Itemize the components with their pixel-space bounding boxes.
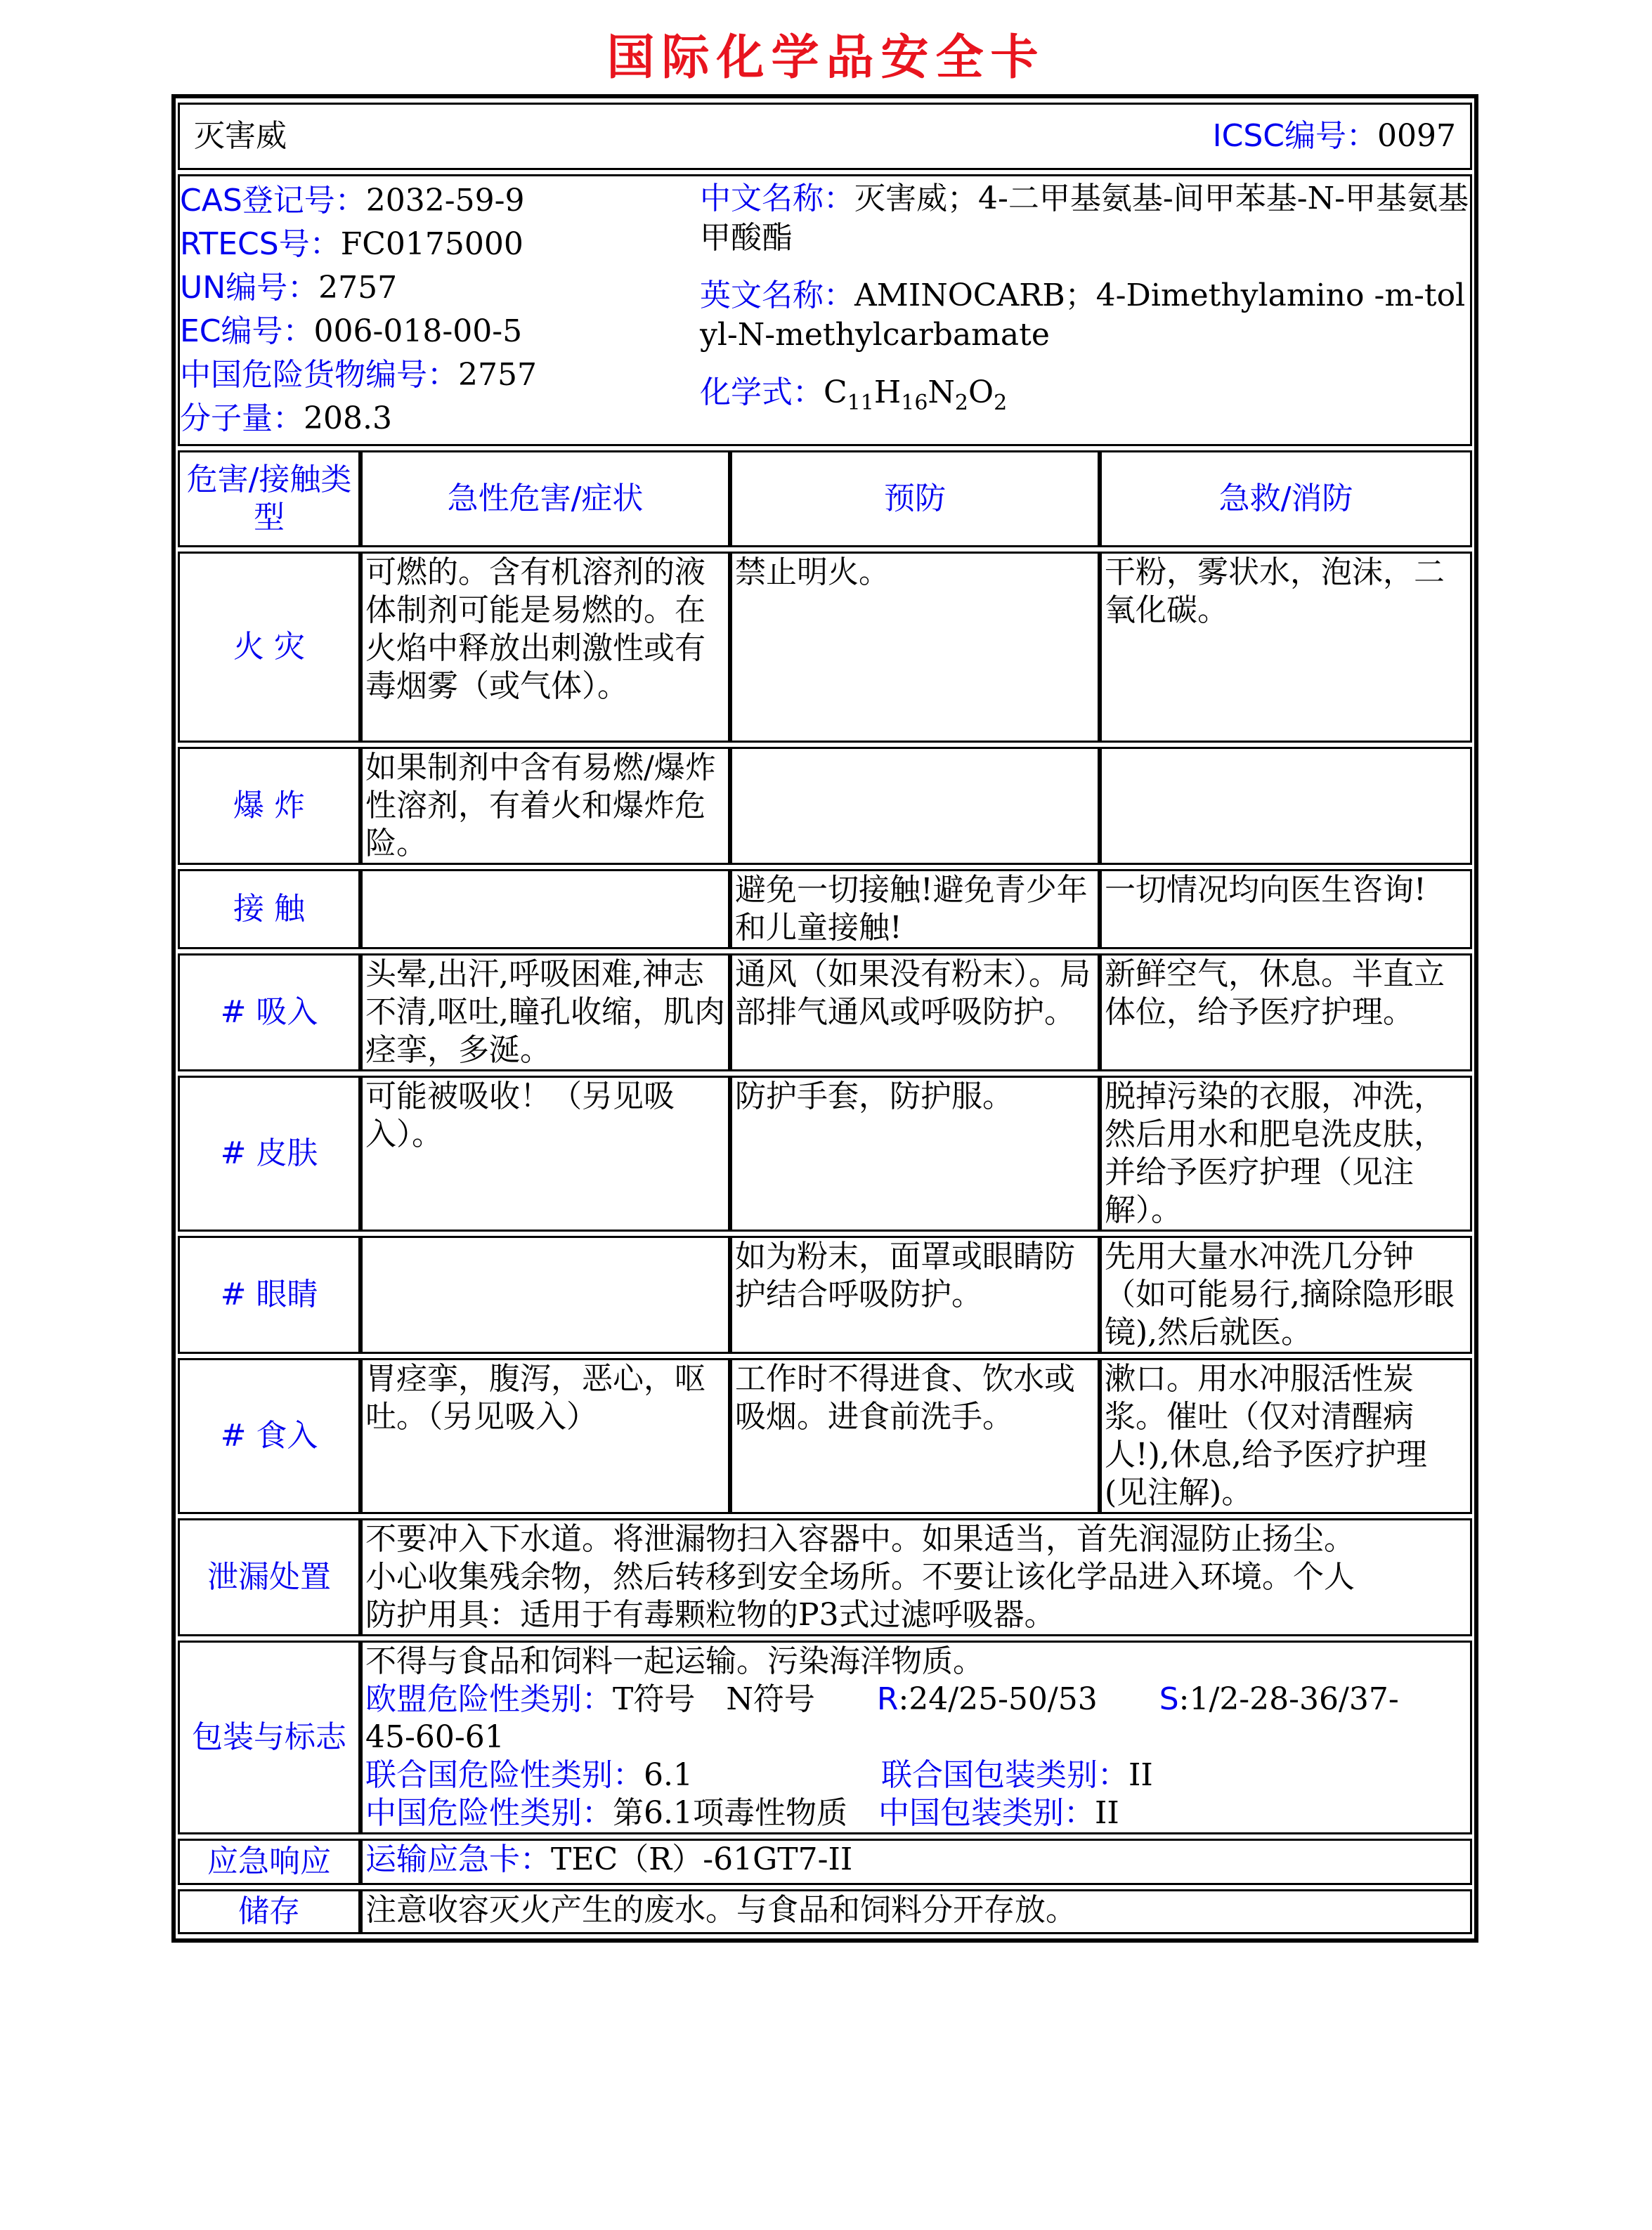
header-prevention: 预防 xyxy=(730,450,1100,547)
packaging-transport: 不得与食品和饲料一起运输。污染海洋物质。 xyxy=(365,1643,984,1679)
emergency-row xyxy=(178,1839,1472,1885)
mw-field xyxy=(180,397,700,441)
chemical-name: 灭害威 xyxy=(194,118,287,154)
rtecs-value: FC0175000 xyxy=(340,226,523,262)
mw-value: 208.3 xyxy=(304,400,392,436)
hazard-header-row xyxy=(178,450,1472,547)
cn-number-label: 中国危险货物编号： xyxy=(180,357,458,393)
table-row xyxy=(178,1358,1472,1514)
eu-classification: 欧盟危险性类别：T符号 N符号 R:24/25-50/53 S:1/2-28-36/37-45-60-61 xyxy=(365,1681,1399,1755)
cn-name-label: 中文名称： xyxy=(700,181,854,216)
row-prevention: 禁止明火。 xyxy=(730,552,1100,743)
header-symptoms: 急性危害/症状 xyxy=(360,450,730,547)
cn-classification: 中国危险性类别：第6.1项毒性物质 中国包装类别：II xyxy=(365,1794,1119,1831)
cas-value: 2032-59-9 xyxy=(365,183,525,219)
row-first-aid: 脱掉污染的衣服，冲洗，然后用水和肥皂洗皮肤，并给予医疗护理（见注解）。 xyxy=(1100,1076,1472,1232)
cn-number-field xyxy=(180,353,700,397)
row-first-aid: 漱口。用水冲服活性炭浆。催吐（仅对清醒病人!),休息,给予医疗护理(见注解)。 xyxy=(1100,1358,1472,1514)
table-row xyxy=(178,869,1472,949)
ec-value: 006-018-00-5 xyxy=(313,313,523,349)
un-classification: 联合国危险性类别：6.1 联合国包装类别：II xyxy=(365,1756,1153,1793)
spill-label: 泄漏处置 xyxy=(178,1518,360,1636)
row-symptoms: 可燃的。含有机溶剂的液体制剂可能是易燃的。在火焰中释放出刺激性或有毒烟雾（或气体）。 xyxy=(360,552,730,743)
cas-label: CAS登记号： xyxy=(180,183,366,219)
row-type: # 眼睛 xyxy=(178,1236,360,1354)
row-prevention: 防护手套，防护服。 xyxy=(730,1076,1100,1232)
row-symptoms: 胃痉挛，腹泻，恶心，呕吐。（另见吸入） xyxy=(360,1358,730,1514)
en-name-value: AMINOCARB；4-Dimethylamino -m-tolyl-N-methylcarbamate xyxy=(700,278,1466,353)
row-symptoms: 头晕,出汗,呼吸困难,神志不清,呕吐,瞳孔收缩，肌肉痉挛，多涎。 xyxy=(360,953,730,1071)
un-value: 2757 xyxy=(318,270,398,306)
row-first-aid: 先用大量水冲洗几分钟（如可能易行,摘除隐形眼镜),然后就医。 xyxy=(1100,1236,1472,1354)
header-first-aid: 急救/消防 xyxy=(1100,450,1472,547)
row-first-aid: 一切情况均向医生咨询! xyxy=(1100,869,1472,949)
row-prevention: 工作时不得进食、饮水或吸烟。进食前洗手。 xyxy=(730,1358,1100,1514)
row-type: 火 灾 xyxy=(178,552,360,743)
cn-number-value: 2757 xyxy=(458,357,537,393)
table-row xyxy=(178,747,1472,865)
icsc-label: ICSC编号： xyxy=(1212,118,1378,154)
header-type: 危害/接触类型 xyxy=(178,450,360,547)
formula-label: 化学式： xyxy=(700,374,824,410)
safety-card xyxy=(171,94,1478,1943)
un-label: UN编号： xyxy=(180,270,319,306)
rtecs-label: RTECS号： xyxy=(180,226,341,262)
storage-row xyxy=(178,1889,1472,1934)
icsc-value: 0097 xyxy=(1377,118,1456,154)
row-first-aid: 干粉，雾状水，泡沫，二氧化碳。 xyxy=(1100,552,1472,743)
ec-label: EC编号： xyxy=(180,313,314,349)
storage-label: 储存 xyxy=(178,1889,360,1934)
table-row xyxy=(178,953,1472,1071)
rtecs-field xyxy=(180,223,700,266)
row-prevention: 避免一切接触!避免青少年和儿童接触! xyxy=(730,869,1100,949)
row-prevention: 如为粉末，面罩或眼睛防护结合呼吸防护。 xyxy=(730,1236,1100,1354)
row-type: # 皮肤 xyxy=(178,1076,360,1232)
table-row xyxy=(178,1076,1472,1232)
en-name-label: 英文名称： xyxy=(700,278,854,313)
row-prevention: 通风（如果没有粉末）。局部排气通风或呼吸防护。 xyxy=(730,953,1100,1071)
emergency-label: 应急响应 xyxy=(178,1839,360,1885)
row-first-aid xyxy=(1100,747,1472,865)
row-type: # 吸入 xyxy=(178,953,360,1071)
packaging-row xyxy=(178,1641,1472,1834)
row-type: # 食入 xyxy=(178,1358,360,1514)
table-row xyxy=(178,552,1472,743)
row-type: 爆 炸 xyxy=(178,747,360,865)
spill-text: 不要冲入下水道。将泄漏物扫入容器中。如果适当，首先润湿防止扬尘。小心收集残余物，然后转移到安全场所。不要让该化学品进入环境。个人防护用具：适用于有毒颗粒物的P3式过滤呼吸器。 xyxy=(360,1518,1472,1636)
row-symptoms xyxy=(360,1236,730,1354)
row-prevention xyxy=(730,747,1100,865)
un-field xyxy=(180,266,700,310)
row-type: 接 触 xyxy=(178,869,360,949)
en-name-field xyxy=(700,276,1470,355)
row-symptoms: 可能被吸收！（另见吸入）。 xyxy=(360,1076,730,1232)
ec-field xyxy=(180,310,700,353)
storage-text: 注意收容灭火产生的废水。与食品和饲料分开存放。 xyxy=(360,1889,1472,1934)
row-first-aid: 新鲜空气，休息。半直立体位，给予医疗护理。 xyxy=(1100,953,1472,1071)
formula-field xyxy=(700,373,1470,423)
table-row xyxy=(178,1236,1472,1354)
row-symptoms: 如果制剂中含有易燃/爆炸性溶剂，有着火和爆炸危险。 xyxy=(360,747,730,865)
row-symptoms xyxy=(360,869,730,949)
page-title: 国际化学品安全卡 xyxy=(606,30,1046,86)
mw-label: 分子量： xyxy=(180,400,304,436)
cn-name-value: 灭害威；4-二甲基氨基-间甲苯基-N-甲基氨基甲酸酯 xyxy=(700,181,1469,256)
cas-field xyxy=(180,179,700,223)
packaging-label: 包装与标志 xyxy=(178,1641,360,1834)
spill-row xyxy=(178,1518,1472,1636)
card-table xyxy=(178,98,1472,1938)
cn-name-field xyxy=(700,179,1470,258)
formula-value: $C_{11}H_{16}N_2O_2$ xyxy=(824,374,1008,415)
emergency-card: 运输应急卡：TEC（R）-61GT7-II xyxy=(360,1839,1472,1885)
